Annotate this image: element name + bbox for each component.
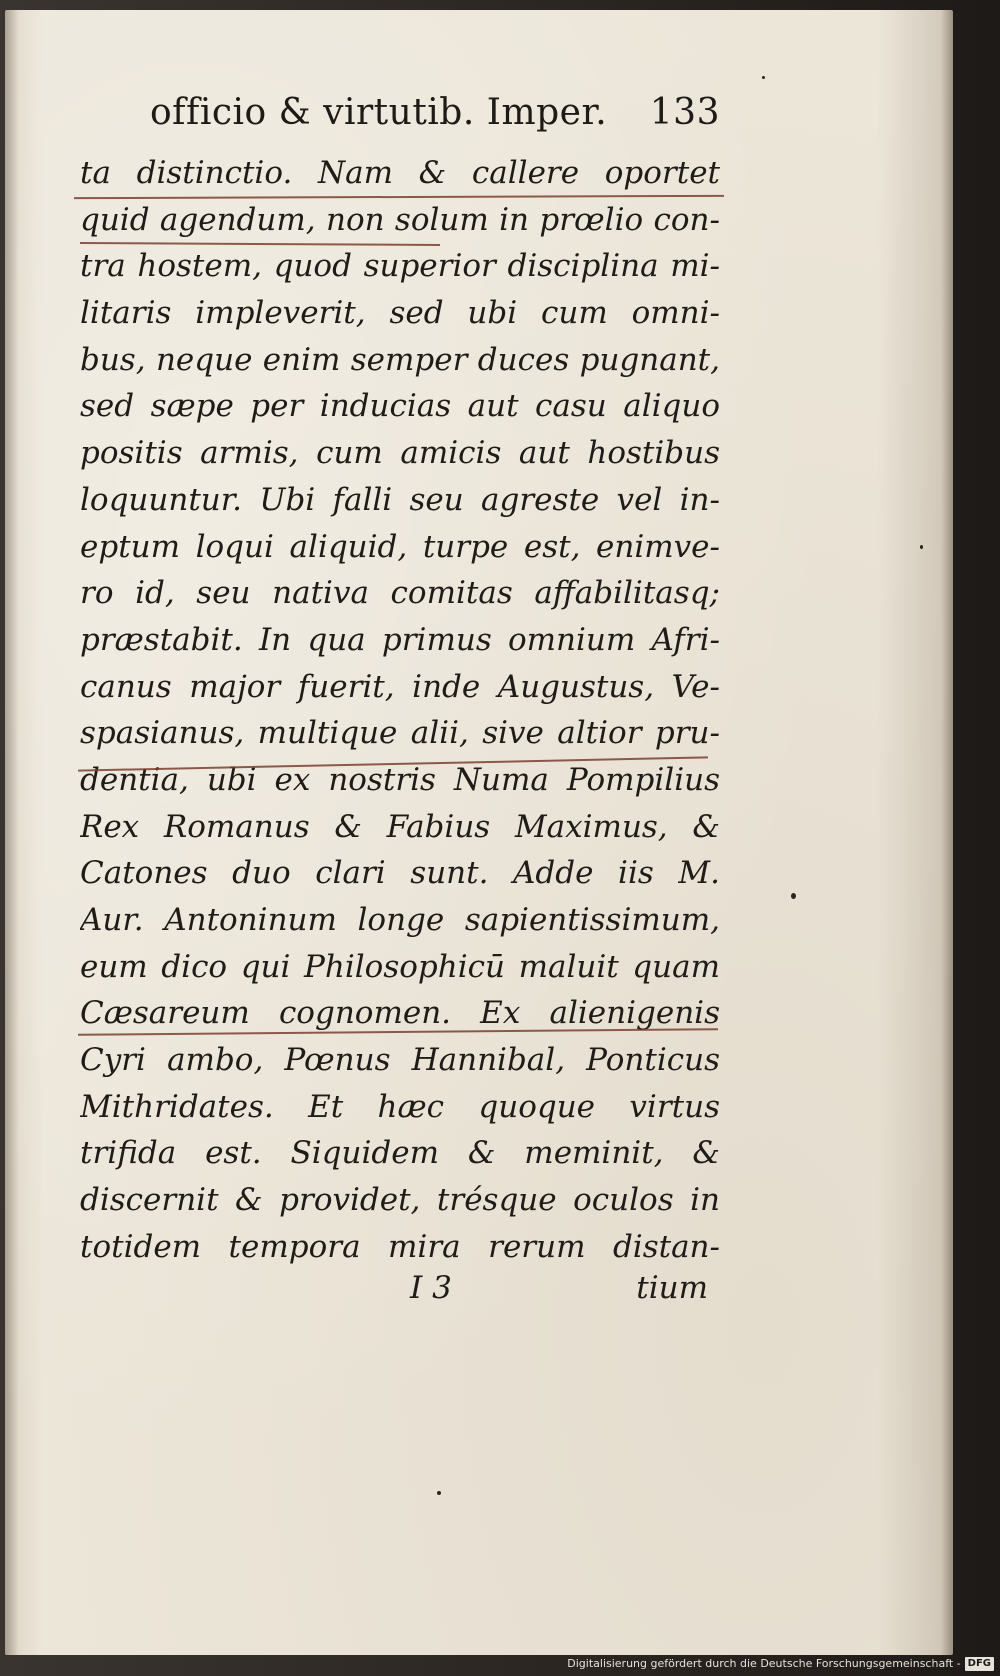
- paper-speck: [437, 1491, 441, 1495]
- text-line: Cæsareum cognomen. Ex alienigenis: [80, 995, 720, 1032]
- text-line: litaris impleverit, sed ubi cum omni-: [80, 295, 720, 332]
- text-line: spasianus, multique alii, sive altior pru-: [80, 715, 720, 752]
- text-line: Cyri ambo, Pœnus Hannibal, Ponticus: [80, 1042, 720, 1079]
- text-line: ta distinctio. Nam & callere oportet: [80, 155, 720, 191]
- page-footer: [80, 1270, 720, 1316]
- text-line: loquuntur. Ubi falli seu agreste vel in-: [80, 481, 720, 518]
- text-line: Aur. Antoninum longe sapientissimum,: [80, 902, 720, 938]
- text-line: canus major fuerit, inde Augustus, Ve-: [80, 668, 720, 705]
- page-gutter-shadow: [5, 10, 19, 1655]
- running-title: officio & virtutib. Imper.: [150, 92, 608, 133]
- paper-speck: [762, 76, 765, 79]
- text-line: eum dico qui Philosophicū maluit quam: [80, 948, 720, 985]
- text-line: præstabit. In qua primus omnium Afri-: [80, 621, 720, 658]
- page-number: 133: [649, 92, 720, 133]
- paper-speck: [920, 545, 923, 549]
- page-edge-shadow: [941, 10, 953, 1655]
- text-line: quid agendum, non solum in prœlio con-: [80, 201, 720, 238]
- running-head: [150, 92, 720, 138]
- credit-text: Digitalisierung gefördert durch die Deutsche Forschungsgemeinschaft -: [567, 1657, 961, 1670]
- text-line: positis armis, cum amicis aut hostibus: [80, 435, 720, 472]
- signature-mark: I 3: [410, 1270, 452, 1306]
- text-line: sed sæpe per inducias aut casu aliquo: [80, 388, 720, 425]
- text-line: discernit & providet, trésque oculos in: [80, 1182, 720, 1219]
- text-line: dentia, ubi ex nostris Numa Pompilius: [80, 761, 720, 798]
- body-text: [80, 150, 720, 1271]
- text-line: Rex Romanus & Fabius Maximus, &: [80, 808, 720, 845]
- digitization-credit: [567, 1656, 994, 1672]
- text-line: Mithridates. Et hæc quoque virtus: [80, 1088, 720, 1125]
- text-line: eptum loqui aliquid, turpe est, enimve-: [80, 528, 720, 565]
- text-line: trifida est. Siquidem & meminit, &: [80, 1135, 720, 1172]
- text-line: totidem tempora mira rerum distan-: [80, 1228, 720, 1265]
- paper-speck: [791, 893, 796, 899]
- catchword: tium: [636, 1270, 708, 1306]
- text-line: tra hostem, quod superior disciplina mi-: [80, 248, 720, 285]
- text-line: ro id, seu nativa comitas affabilitasq;: [80, 575, 720, 612]
- dfg-logo: DFG: [965, 1657, 994, 1671]
- text-line: Catones duo clari sunt. Adde iis M.: [80, 855, 720, 892]
- text-line: bus, neque enim semper duces pugnant,: [80, 341, 720, 378]
